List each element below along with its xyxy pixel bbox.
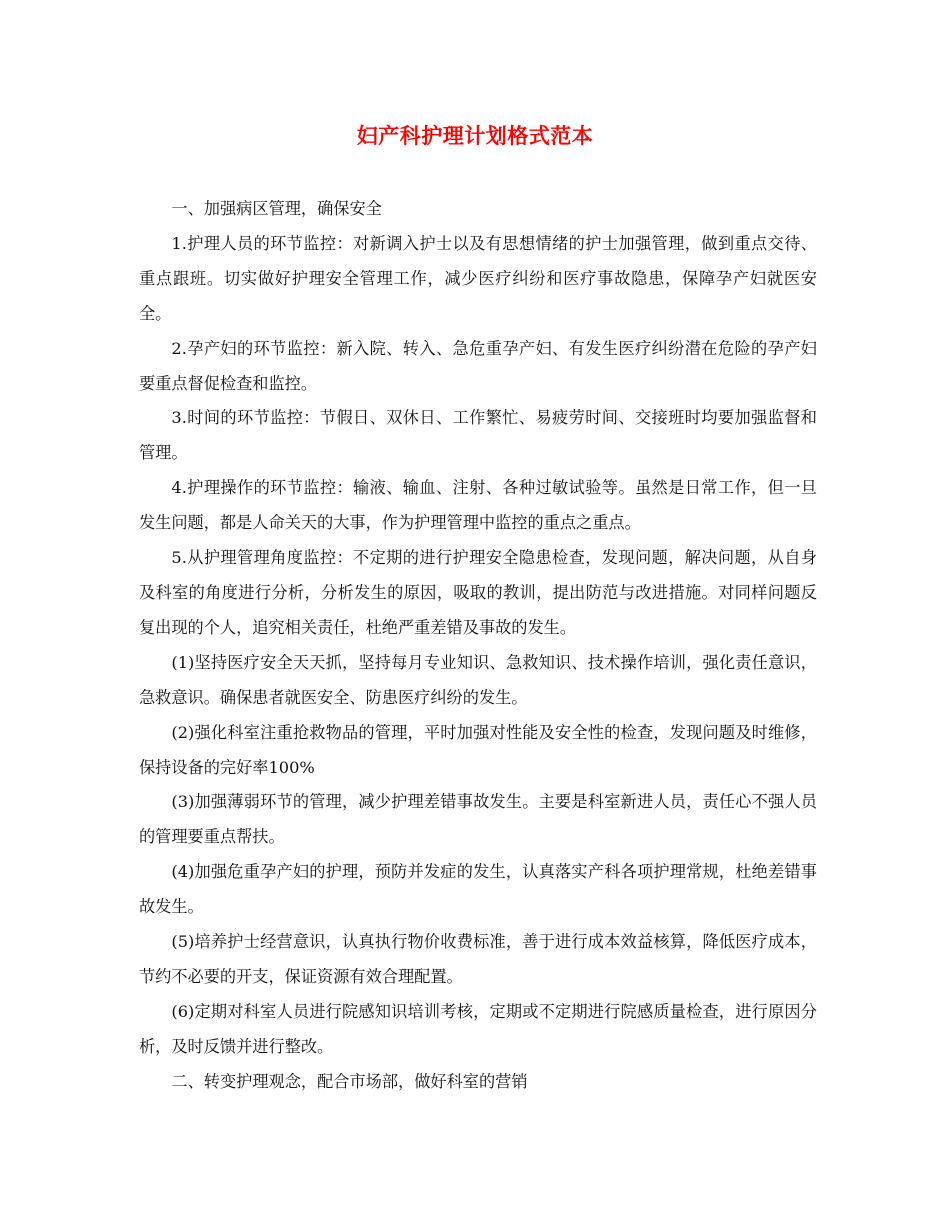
sub-item-4: (4)加强危重孕产妇的护理，预防并发症的发生，认真落实产科各项护理常规，杜绝差错事故发生。 [139,862,817,917]
section-heading-1: 一、加强病区管理，确保安全 [171,199,382,218]
section-heading-2: 二、转变护理观念，配合市场部，做好科室的营销 [171,1071,528,1091]
paragraph-item-2: 2.孕产妇的环节监控：新入院、转入、急危重孕产妇、有发生医疗纠纷潜在危险的孕产妇要重点督促检查和监控。 [139,338,817,393]
sub-item-1: (1)坚持医疗安全天天抓，坚持每月专业知识、急救知识、技术操作培训，强化责任意识，急救意识。确保患者就医安全、防患医疗纠纷的发生。 [139,652,817,707]
sub-item-2: (2)强化科室注重抢救物品的管理，平时加强对性能及安全性的检查，发现问题及时维修，保持设备的完好率100% [139,722,817,777]
paragraph-item-5: 5.从护理管理角度监控：不定期的进行护理安全隐患检查，发现问题，解决问题，从自身及科室的角度进行分析，分析发生的原因，吸取的教训，提出防范与改进措施。对同样问题反复出现的个人，追究相关责任，杜绝严重差错及事故的发生。 [139,548,817,637]
sub-item-5: (5)培养护士经营意识，认真执行物价收费标准，善于进行成本效益核算，降低医疗成本，节约不必要的开支，保证资源有效合理配置。 [139,932,817,986]
paragraph-item-1: 1.护理人员的环节监控：对新调入护士以及有思想情绪的护士加强管理，做到重点交待、重点跟班。切实做好护理安全管理工作，减少医疗纠纷和医疗事故隐患，保障孕产妇就医安全。 [139,233,817,323]
sub-item-3: (3)加强薄弱环节的管理，减少护理差错事故发生。主要是科室新进人员，责任心不强人员的管理要重点帮扶。 [139,792,817,847]
paragraph-item-3: 3.时间的环节监控：节假日、双休日、工作繁忙、易疲劳时间、交接班时均要加强监督和管理。 [139,408,817,463]
paragraph-item-4: 4.护理操作的环节监控：输液、输血、注射、各种过敏试验等。虽然是日常工作，但一旦发生问题，都是人命关天的大事，作为护理管理中监控的重点之重点。 [139,478,817,533]
sub-item-6: (6)定期对科室人员进行院感知识培训考核，定期或不定期进行院感质量检查，进行原因分析，及时反馈并进行整改。 [139,1001,817,1056]
document-title: 妇产科护理计划格式范本 [356,123,594,148]
document-body [139,192,817,1100]
